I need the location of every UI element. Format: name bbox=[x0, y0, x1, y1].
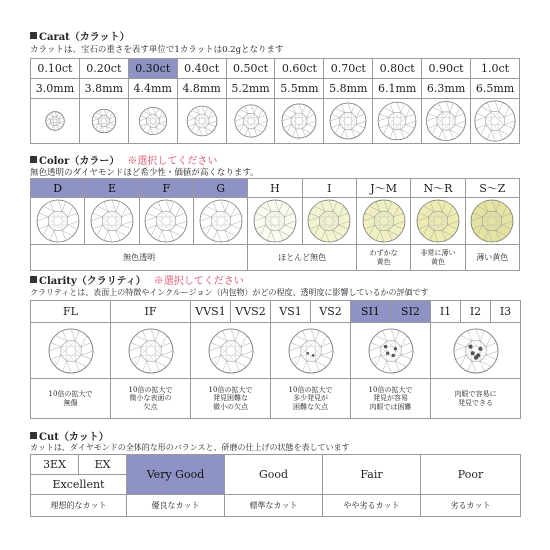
carat-gem-cell bbox=[128, 99, 177, 144]
diamond-icon bbox=[207, 327, 255, 375]
diamond-icon bbox=[367, 327, 415, 375]
color-description: 無色透明のダイヤモンドほど希少性・価値が高くなります。 bbox=[30, 168, 259, 178]
color-label-faint: わずかな 黄色 bbox=[356, 245, 410, 271]
carat-gem-cell bbox=[471, 99, 520, 144]
cut-description: カットは、ダイヤモンドの全体的な形のバランスと、研磨の仕上げの状態を表しています bbox=[30, 443, 350, 452]
color-required-note: ※選択してください bbox=[127, 156, 218, 167]
carat-title: Carat（カラット） bbox=[39, 32, 130, 43]
diamond-icon bbox=[251, 198, 299, 244]
carat-mm-cell: 5.5mm bbox=[275, 79, 324, 99]
carat-section-title bbox=[30, 28, 130, 43]
color-label-row bbox=[31, 245, 520, 271]
carat-size-cell[interactable]: 0.80ct bbox=[373, 59, 422, 79]
cut-grade-excellent[interactable]: Excellent bbox=[31, 475, 127, 495]
cut-label-row bbox=[31, 495, 521, 517]
carat-gem-cell bbox=[373, 99, 422, 144]
diamond-icon bbox=[414, 198, 462, 244]
cut-grade-3ex: 3EX bbox=[31, 455, 79, 475]
carat-gem-cell bbox=[422, 99, 471, 144]
carat-gem-cell bbox=[275, 99, 324, 144]
diamond-icon bbox=[47, 327, 95, 375]
color-gem-cell bbox=[85, 198, 139, 245]
color-grade-cell[interactable]: N～R bbox=[411, 179, 465, 198]
carat-size-cell[interactable]: 0.40ct bbox=[177, 59, 226, 79]
clarity-gem-cell-vs bbox=[271, 323, 351, 379]
diamond-icon bbox=[360, 198, 408, 244]
color-label-near-colorless: ほとんど無色 bbox=[248, 245, 357, 271]
diamond-icon bbox=[277, 99, 321, 143]
color-gem-cell bbox=[31, 198, 85, 245]
cut-grade-row-top bbox=[31, 455, 521, 475]
clarity-gem-cell-fl bbox=[31, 323, 111, 379]
cut-label-very-good: 優良なカット bbox=[127, 495, 225, 517]
cut-grade-fair[interactable]: Fair bbox=[323, 455, 421, 495]
carat-size-cell[interactable]: 0.50ct bbox=[226, 59, 275, 79]
color-gem-cell bbox=[302, 198, 356, 245]
cut-grade-poor[interactable]: Poor bbox=[421, 455, 521, 495]
diamond-icon bbox=[127, 327, 175, 375]
carat-mm-row bbox=[31, 79, 520, 99]
color-grade-cell[interactable]: E bbox=[85, 179, 139, 198]
color-grade-cell[interactable]: F bbox=[139, 179, 193, 198]
clarity-gem-cell-i bbox=[431, 323, 521, 379]
clarity-title: Clarity（クラリティ） bbox=[39, 276, 146, 287]
color-grade-row bbox=[31, 179, 520, 198]
clarity-description: クラリティとは、表面上の特徴やインクルージョン（内包物）がどの程度、透明度に影響しているかの評価です bbox=[30, 288, 429, 297]
clarity-required-note: ※選択してください bbox=[153, 276, 244, 287]
clarity-grade-row bbox=[31, 301, 521, 323]
carat-gem-cell bbox=[226, 99, 275, 144]
carat-mm-cell: 4.4mm bbox=[128, 79, 177, 99]
color-grade-cell[interactable]: I bbox=[302, 179, 356, 198]
color-label-colorless: 無色透明 bbox=[31, 245, 248, 271]
cut-grade-good[interactable]: Good bbox=[225, 455, 323, 495]
color-gem-cell bbox=[465, 198, 519, 245]
clarity-gem-row bbox=[31, 323, 521, 379]
color-grade-cell[interactable]: H bbox=[248, 179, 302, 198]
carat-mm-cell: 3.8mm bbox=[79, 79, 128, 99]
cut-label-good: 標準なカット bbox=[225, 495, 323, 517]
clarity-note-i: 肉眼で容易に 発見できる bbox=[431, 379, 521, 419]
cut-section-title bbox=[30, 428, 109, 443]
carat-size-cell[interactable]: 0.70ct bbox=[324, 59, 373, 79]
carat-mm-cell: 3.0mm bbox=[31, 79, 80, 99]
diamond-icon bbox=[424, 99, 468, 143]
square-bullet-icon bbox=[30, 156, 37, 163]
carat-size-cell[interactable]: 0.30ct bbox=[128, 59, 177, 79]
diamond-icon bbox=[287, 327, 335, 375]
clarity-grade-cell[interactable]: SI1 bbox=[351, 301, 391, 323]
clarity-grade-cell[interactable]: I1 bbox=[431, 301, 461, 323]
carat-gem-row bbox=[31, 99, 520, 144]
carat-size-cell[interactable]: 0.90ct bbox=[422, 59, 471, 79]
clarity-gem-cell-si bbox=[351, 323, 431, 379]
clarity-note-si: 10倍の拡大で 発見が容易 肉眼では困難 bbox=[351, 379, 431, 419]
clarity-grade-cell[interactable]: IF bbox=[111, 301, 191, 323]
carat-size-cell[interactable]: 0.10ct bbox=[31, 59, 80, 79]
carat-mm-cell: 6.5mm bbox=[471, 79, 520, 99]
diamond-icon bbox=[197, 198, 245, 244]
carat-size-row bbox=[31, 59, 520, 79]
color-table bbox=[30, 178, 520, 271]
color-label-very-light: 非常に薄い 黄色 bbox=[411, 245, 465, 271]
clarity-note-vs: 10倍の拡大で 多少発見が 困難な欠点 bbox=[271, 379, 351, 419]
color-gem-cell bbox=[139, 198, 193, 245]
carat-mm-cell: 5.8mm bbox=[324, 79, 373, 99]
cut-label-ideal: 理想的なカット bbox=[31, 495, 127, 517]
carat-table bbox=[30, 58, 520, 144]
square-bullet-icon bbox=[30, 32, 37, 39]
color-section-title bbox=[30, 152, 217, 167]
cut-grade-ex: EX bbox=[79, 455, 127, 475]
diamond-icon bbox=[452, 327, 500, 375]
diamond-icon bbox=[326, 99, 370, 143]
carat-gem-cell bbox=[79, 99, 128, 144]
carat-size-cell[interactable]: 1.0ct bbox=[471, 59, 520, 79]
clarity-grade-cell[interactable]: VS2 bbox=[311, 301, 351, 323]
diamond-icon bbox=[131, 99, 175, 143]
clarity-grade-cell[interactable]: VVS2 bbox=[231, 301, 271, 323]
diamond-icon bbox=[473, 99, 517, 143]
color-gem-cell bbox=[248, 198, 302, 245]
carat-mm-cell: 6.3mm bbox=[422, 79, 471, 99]
cut-label-fair: やや劣るカット bbox=[323, 495, 421, 517]
square-bullet-icon bbox=[30, 432, 37, 439]
diamond-icon bbox=[305, 198, 353, 244]
diamond-icon bbox=[180, 99, 224, 143]
clarity-section-title bbox=[30, 272, 244, 287]
clarity-note-fl: 10倍の拡大で 無傷 bbox=[31, 379, 111, 419]
carat-mm-cell: 6.1mm bbox=[373, 79, 422, 99]
color-gem-row bbox=[31, 198, 520, 245]
diamond-icon bbox=[88, 198, 136, 244]
color-grade-cell[interactable]: D bbox=[31, 179, 85, 198]
clarity-grade-cell[interactable]: I2 bbox=[461, 301, 491, 323]
carat-size-cell[interactable]: 0.60ct bbox=[275, 59, 324, 79]
carat-gem-cell bbox=[324, 99, 373, 144]
carat-gem-cell bbox=[177, 99, 226, 144]
clarity-grade-cell[interactable]: I3 bbox=[491, 301, 521, 323]
carat-gem-cell bbox=[31, 99, 80, 144]
diamond-icon bbox=[33, 99, 77, 143]
color-label-light: 薄い黄色 bbox=[465, 245, 519, 271]
color-title: Color（カラー） bbox=[39, 156, 120, 167]
clarity-note-row bbox=[31, 379, 521, 419]
clarity-grade-cell[interactable]: VS1 bbox=[271, 301, 311, 323]
color-gem-cell bbox=[411, 198, 465, 245]
color-gem-cell bbox=[193, 198, 247, 245]
diamond-icon bbox=[468, 198, 516, 244]
clarity-note-vvs: 10倍の拡大で 発見困難な 微小の欠点 bbox=[191, 379, 271, 419]
diamond-icon bbox=[142, 198, 190, 244]
clarity-grade-cell[interactable]: SI2 bbox=[391, 301, 431, 323]
diamond-icon bbox=[375, 99, 419, 143]
color-grade-cell[interactable]: J～M bbox=[356, 179, 410, 198]
cut-table bbox=[30, 454, 521, 517]
clarity-grade-cell[interactable]: VVS1 bbox=[191, 301, 231, 323]
diamond-icon bbox=[82, 99, 126, 143]
carat-size-cell[interactable]: 0.20ct bbox=[79, 59, 128, 79]
cut-grade-very-good[interactable]: Very Good bbox=[127, 455, 225, 495]
carat-mm-cell: 5.2mm bbox=[226, 79, 275, 99]
clarity-gem-cell-if bbox=[111, 323, 191, 379]
color-grade-cell[interactable]: G bbox=[193, 179, 247, 198]
carat-description: カラットは、宝石の重さを表す単位で1カラットは0.2gとなります bbox=[30, 45, 284, 55]
cut-label-poor: 劣るカット bbox=[421, 495, 521, 517]
square-bullet-icon bbox=[30, 276, 37, 283]
clarity-note-if: 10倍の拡大で 微小な表面の 欠点 bbox=[111, 379, 191, 419]
color-grade-cell[interactable]: S～Z bbox=[465, 179, 519, 198]
clarity-gem-cell-vvs bbox=[191, 323, 271, 379]
diamond-icon bbox=[229, 99, 273, 143]
diamond-icon bbox=[34, 198, 82, 244]
clarity-grade-cell[interactable]: FL bbox=[31, 301, 111, 323]
clarity-table bbox=[30, 300, 521, 419]
carat-mm-cell: 4.8mm bbox=[177, 79, 226, 99]
color-gem-cell bbox=[356, 198, 410, 245]
cut-title: Cut（カット） bbox=[39, 432, 109, 443]
